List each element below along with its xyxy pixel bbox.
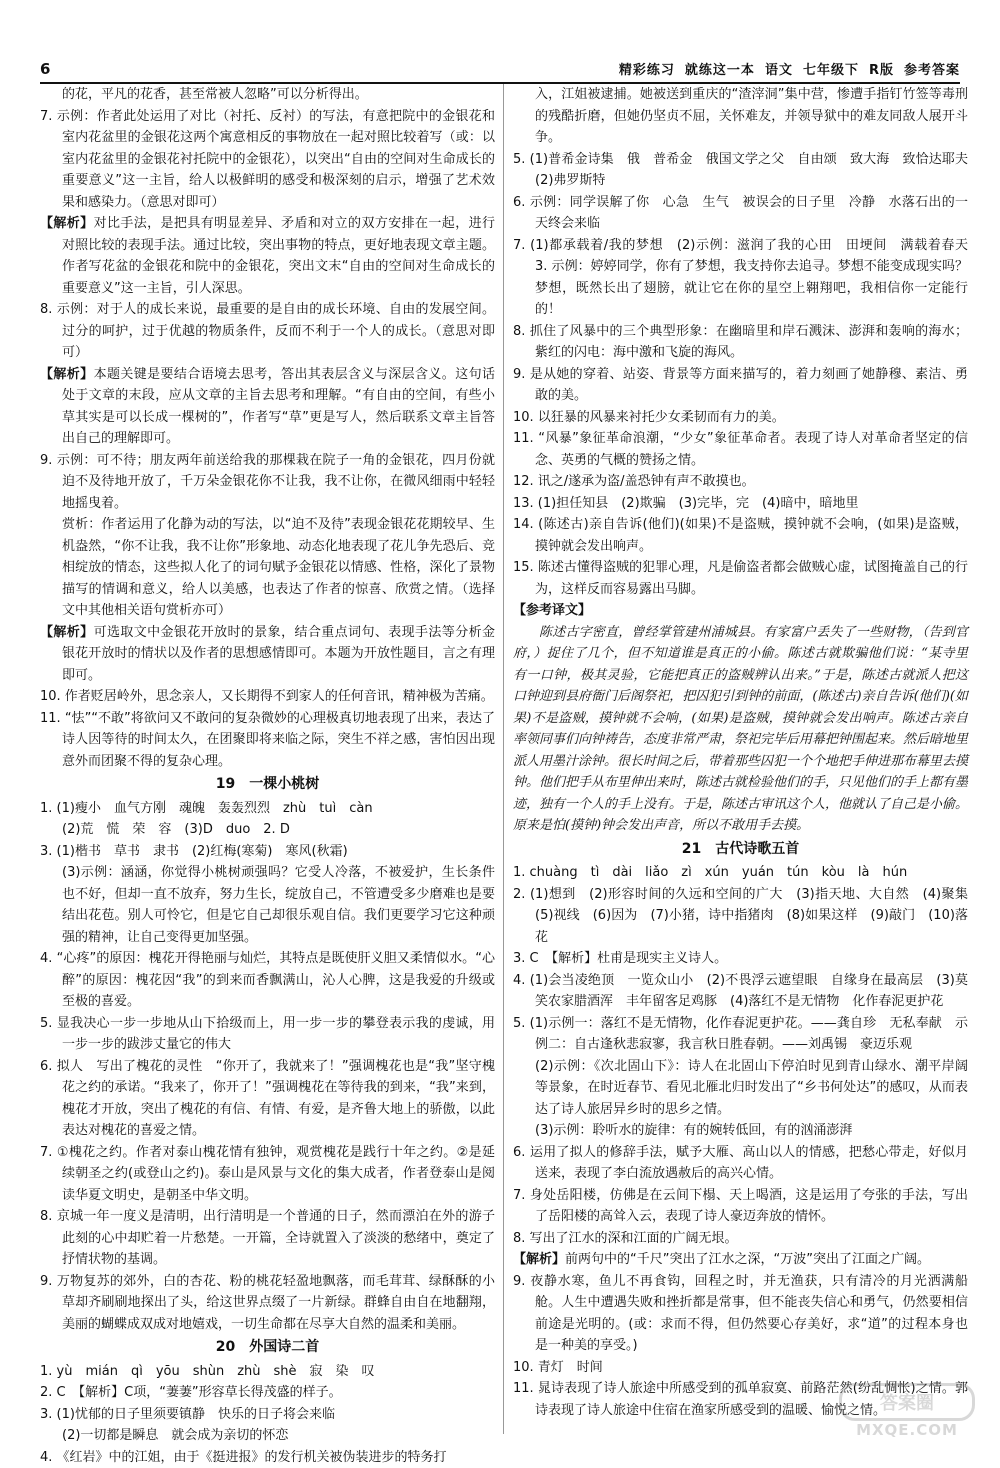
running-title-item: 七年级下 (803, 63, 859, 78)
answer-item: 7. ①槐花之约。作者对泰山槐花情有独钟，观赏槐花是践行十年之约。②是延续朝圣之约(或登山之约)。泰山是风景与文化的集大成者，作者登泰山是阅读华夏文明史，是朝圣中华文明。 (40, 1142, 495, 1207)
answer-item: 10. 青灯 时间 (513, 1357, 968, 1379)
analysis-text: 可选取文中金银花开放时的景象，结合重点词句、表现手法等分析金银花开放时的情状以及作者的思想感情即可。本题为开放性题目，言之有理即可。 (62, 625, 495, 683)
answer-item: 7. 示例：作者此处运用了对比（衬托、反衬）的写法，有意把院中的金银花和室内花盆里的金银花这两个寓意相反的事物放在一起对照比较着写（或：以室内花盆里的金银花衬托院中的金银花），以突出“自由的空间对生命成长的重要意义”这一主旨，给人以极鲜明的感受和极深刻的启示，增强了艺术效果和感染力。（意思对即可） (40, 106, 495, 214)
answer-continuation: (3)示例：聆听水的旋律：有的婉转低回，有的汹涌澎湃 (513, 1120, 968, 1142)
answer-item: 1. (1)瘦小 血气方刚 魂魄 轰轰烈烈 zhù tuì càn (40, 798, 495, 820)
running-title-item: 精彩练习 (619, 63, 675, 78)
answer-item: 11. 晁诗表现了诗人旅途中所感受到的孤单寂寞、前路茫然(纷乱惆怅)之情。郭诗表现了诗人旅途中住宿在渔家所感受到的温暖、愉悦之情。 (513, 1378, 968, 1421)
answer-item: 9. 万物复苏的郊外，白的杏花、粉的桃花轻盈地飘落，而毛茸茸、绿酥酥的小草却齐刷刷地探出了头，给这世界点缀了一片新绿。群蜂自由自在地翻翔，美丽的蝴蝶成双成对地嬉戏，一切生命都在尽享大自然的温柔和美丽。 (40, 1271, 495, 1336)
answer-continuation: 入，江姐被逮捕。她被送到重庆的“渣滓洞”集中营，惨遭手指钉竹签等毒刑的残酷折磨，但她仍坚贞不屈，关怀难友，并领导狱中的难友同敌人展开斗争。 (513, 84, 968, 149)
answer-continuation: (2)示例：《次北固山下》：诗人在北固山下停泊时见到青山绿水、潮平岸阔等景象，在时近春节、看见北雁北归时发出了“乡书何处达”的感叹，从而表达了诗人旅居异乡时的思乡之情。 (513, 1056, 968, 1121)
answer-continuation: 赏析：作者运用了化静为动的写法，以“迫不及待”表现金银花花期较早、生机盎然，“你不让我，我不让你”形象地、动态化地表现了花儿争先恐后、竞相绽放的情态，这些拟人化了的词句赋予金银花以情感、性格，深化了景物描写的情调和意义，给人以美感，也表达了作者的惊喜、欣赏之情。（选择文中其他相关语句赏析亦可） (40, 514, 495, 622)
section-heading: 19 一棵小桃树 (40, 774, 495, 796)
answer-item: 11. “风暴”象征革命浪潮，“少女”象征革命者。表现了诗人对革命者坚定的信念、英勇的气概的赞扬之情。 (513, 428, 968, 471)
translation-paragraph: 陈述古字密直，曾经掌管建州浦城县。有家富户丢失了一些财物，（告到官府，）捉住了几个，但不知道谁是真正的小偷。陈述古就欺骗他们说：“某寺里有一口钟，极其灵验，它能把真正的盗贼辨认出来。”于是，陈述古就派人把这口钟迎到县府衙门后阁祭祀，把囚犯引到钟的前面，(陈述古)亲自告诉(他们)(如果)不是盗贼，摸钟就不会响，(如果)是盗贼，摸钟就会发出响声。陈述古亲自率领同事们向钟祷告，态度非常严肃，祭祀完毕后用幕把钟围起来。然后暗地里派人用墨汁涂钟。很长时间之后，带着那些囚犯一个个地把手伸进那布幕里去摸钟。他们把手从布里伸出来时，陈述古就检验他们的手，只见他们的手上都有墨迹，独有一个人的手上没有。于是，陈述古审讯这个人，他就认了自己是小偷。原来是怕(摸钟)钟会发出声音，所以不敢用手去摸。 (513, 622, 968, 837)
analysis-text: 前两句中的“千尺”突出了江水之深，“万波”突出了江面之广阔。 (565, 1252, 930, 1267)
running-title-item: 语文 (765, 63, 793, 78)
running-title-item: R版 (869, 63, 894, 78)
answer-item: 11. “怯”“不敢”将欲问又不敢问的复杂微妙的心理极真切地表现了出来，表达了诗人因等待的时间太久，在团聚即将来临之际，突生不祥之感，害怕因出现意外而团聚不得的复杂心理。 (40, 708, 495, 773)
running-title-item: 参考答案 (904, 63, 960, 78)
running-title-item: 就练这一本 (685, 63, 755, 78)
page-header (40, 52, 960, 84)
section-heading: 21 古代诗歌五首 (513, 839, 968, 861)
analysis-paragraph (40, 364, 495, 450)
answer-item: 1. chuàng tì dài liǎo zì xún yuán tún kòu là hún (513, 862, 968, 884)
analysis-tag: 【解析】 (513, 1252, 565, 1267)
answer-item: 13. (1)担任知县 (2)欺骗 (3)完毕，完 (4)暗中，暗地里 (513, 493, 968, 515)
answer-item: 2. (1)想到 (2)形容时间的久远和空间的广大 (3)指天地、大自然 (4)聚集 (5)视线 (6)因为 (7)小猪，诗中指猪肉 (8)如果这样 (9)敲门 (10)落花 (513, 884, 968, 949)
answer-continuation: (3)示例：涵涵，你觉得小桃树顽强吗？它受人冷落，不被爱护，生长条件也不好，但却一直不放弃，努力生长，绽放自己，不管遭受多少磨难也是要结出花苞。别人可怜它，但是它自己却很乐观自信。我们更要学习它这种顽强的精神，让自己变得更加坚强。 (40, 862, 495, 948)
analysis-text: 本题关键是要结合语境去思考，答出其表层含义与深层含义。这句话处于文章的末段，应从文章的主旨去思考和理解。“有自由的空间，有些小草其实是可以长成一棵树的”，作者写“草”更是写人，然后联系文章主旨答出自己的理解即可。 (62, 367, 495, 447)
answer-item: 6. 运用了拟人的修辞手法，赋予大雁、高山以人的情感，把愁心带走，好似月送来，表现了李白流放遇赦后的高兴心情。 (513, 1142, 968, 1185)
analysis-paragraph (513, 1249, 968, 1271)
answer-item: 9. 是从她的穿着、站姿、背景等方面来描写的，着力刻画了她静穆、素洁、勇敢的美。 (513, 364, 968, 407)
answer-item: 8. 写出了江水的深和江面的广阔无垠。 (513, 1228, 968, 1250)
answer-item: 7. 身处岳阳楼，仿佛是在云间下榻、天上喝酒，这是运用了夸张的手法，写出了岳阳楼的高耸入云，表现了诗人豪迈奔放的情怀。 (513, 1185, 968, 1228)
analysis-tag: 【解析】 (40, 367, 94, 382)
section-heading: 20 外国诗二首 (40, 1337, 495, 1359)
answer-item: 1. yù mián qì yōu shùn zhù shè 寂 染 叹 (40, 1361, 495, 1383)
answer-item: 3. (1)忧郁的日子里须要镇静 快乐的日子将会来临 (40, 1404, 495, 1426)
page-number: 6 (40, 60, 50, 78)
answer-item: 6. 示例：同学误解了你 心急 生气 被误会的日子里 冷静 水落石出的一天终会来临 (513, 192, 968, 235)
left-column (40, 84, 495, 1439)
answer-continuation: (2)一切都是瞬息 就会成为亲切的怀恋 (40, 1425, 495, 1447)
answer-item: 7. (1)都承载着/我的梦想 (2)示例：滋润了我的心田 田埂间 满载着春天 3. 示例：婷婷同学，你有了梦想，我支持你去追寻。梦想不能变成现实吗？梦想，既然长出了翅膀，就让它在你的星空上翱翔吧，我相信你一定能行的！ (513, 235, 968, 321)
answer-item: 8. 抓住了风暴中的三个典型形象：在幽暗里和岸石溅沫、澎湃和轰响的海水；紫红的闪电：海中激和飞旋的海风。 (513, 321, 968, 364)
answer-item: 5. (1)示例一：落红不是无情物，化作春泥更护花。——龚自珍 无私奉献 示例二：自古逢秋悲寂寥，我言秋日胜春朝。——刘禹锡 豪迈乐观 (513, 1013, 968, 1056)
answer-item: 5. (1)普希金诗集 俄 普希金 俄国文学之父 自由颂 致大海 致恰达耶夫 (2)弗罗斯特 (513, 149, 968, 192)
answer-item: 10. 作者贬居岭外，思念亲人，又长期得不到家人的任何音讯，精神极为苦痛。 (40, 686, 495, 708)
watermark-seal: 答案圈 (839, 1383, 975, 1421)
analysis-paragraph (40, 213, 495, 299)
answer-item: 6. 拟人 写出了槐花的灵性 “你开了，我就来了！”强调槐花也是“我”坚守槐花之约的承诺。“我来了，你开了！”强调槐花在等待我的到来，“我”来到，槐花才开放，突出了槐花的有信、有情、有爱，是齐鲁大地上的骄傲，以此表达对槐花的喜爱之情。 (40, 1056, 495, 1142)
analysis-text: 对比手法，是把具有明显差异、矛盾和对立的双方安排在一起，进行对照比较的表现手法。通过比较，突出事物的特点，更好地表现文章主题。作者写花盆的金银花和院中的金银花，突出文末“自由的空间对生命成长的重要意义”这一主旨，引人深思。 (62, 216, 495, 296)
analysis-tag: 【解析】 (40, 216, 94, 231)
answer-item: 5. 显我决心一步一步地从山下拾级而上，用一步一步的攀登表示我的虔诚，用一步一步的跋涉丈量它的伟大 (40, 1013, 495, 1056)
analysis-paragraph (40, 622, 495, 687)
answer-item: 3. (1)楷书 草书 隶书 (2)红梅(寒菊) 寒风(秋霜) (40, 841, 495, 863)
answer-item: 14. (陈述古)亲自告诉(他们)(如果)不是盗贼，摸钟就不会响，(如果)是盗贼，摸钟就会发出响声。 (513, 514, 968, 557)
translation-heading: 【参考译文】 (513, 600, 968, 622)
answer-item: 15. 陈述古懂得盗贼的犯罪心理，凡是偷盗者都会做贼心虚，试图掩盖自己的行为，这样反而容易露出马脚。 (513, 557, 968, 600)
answer-continuation: 的花，平凡的花香，甚至常被人忽略”可以分析得出。 (40, 84, 495, 106)
answer-item: 10. 以狂暴的风暴来衬托少女柔韧而有力的美。 (513, 407, 968, 429)
answer-item: 4. (1)会当凌绝顶 一览众山小 (2)不畏浮云遮望眼 自缘身在最高层 (3)莫笑农家腊酒浑 丰年留客足鸡豚 (4)落红不是无情物 化作春泥更护花 (513, 970, 968, 1013)
analysis-tag: 【解析】 (40, 625, 94, 640)
answer-item: 9. 示例：可不待；朋友两年前送给我的那棵栽在院子一角的金银花，四月份就迫不及待地开放了，千万朵金银花你不让我，我不让你，在微风细雨中轻轻地摇曳着。 (40, 450, 495, 515)
right-column (513, 84, 968, 1439)
answer-item: 8. 京城一年一度义是清明，出行清明是一个普通的日子，然而漂泊在外的游子此刻的心中却贮着一片愁楚。一开篇，全诗就置入了淡淡的愁绪中，奠定了抒情状物的基调。 (40, 1206, 495, 1271)
answer-item: 9. 夜静水寒，鱼儿不再食钩，回程之时，并无渔获，只有清冷的月光洒满船舱。人生中遭遇失败和挫折都是常事，但不能丧失信心和勇气，仍然要相信前途是光明的。(或：求而不得，但仍然要心存美好，求“道”的过程本身也是一种美的享受。) (513, 1271, 968, 1357)
answer-item: 2. C 【解析】C项，“萋萋”形容草长得茂盛的样子。 (40, 1382, 495, 1404)
column-divider (503, 84, 504, 1434)
answer-item: 12. 讯之/遂承为盗/盖恐钟有声不敢摸也。 (513, 471, 968, 493)
watermark-url: MXQE.COM (856, 1421, 958, 1439)
answer-item: 4. “心疼”的原因：槐花开得艳丽与灿烂，其特点是既使肝义胆又柔情似水。“心醉”的原因：槐花因“我”的到来而香飘满山，沁人心脾，这是我爱的升级或至极的喜爱。 (40, 948, 495, 1013)
running-title (609, 59, 960, 78)
answer-item: 8. 示例：对于人的成长来说，最重要的是自由的成长环境、自由的发展空间。过分的呵护，过于优越的物质条件，反而不利于一个人的成长。（意思对即可） (40, 299, 495, 364)
answer-continuation: (2)荒 慌 荣 容 (3)D duo 2. D (40, 819, 495, 841)
answer-item: 4. 《红岩》中的江姐，由于《挺进报》的发行机关被伪装进步的特务打 (40, 1447, 495, 1468)
answer-item: 3. C 【解析】杜甫是现实主义诗人。 (513, 948, 968, 970)
